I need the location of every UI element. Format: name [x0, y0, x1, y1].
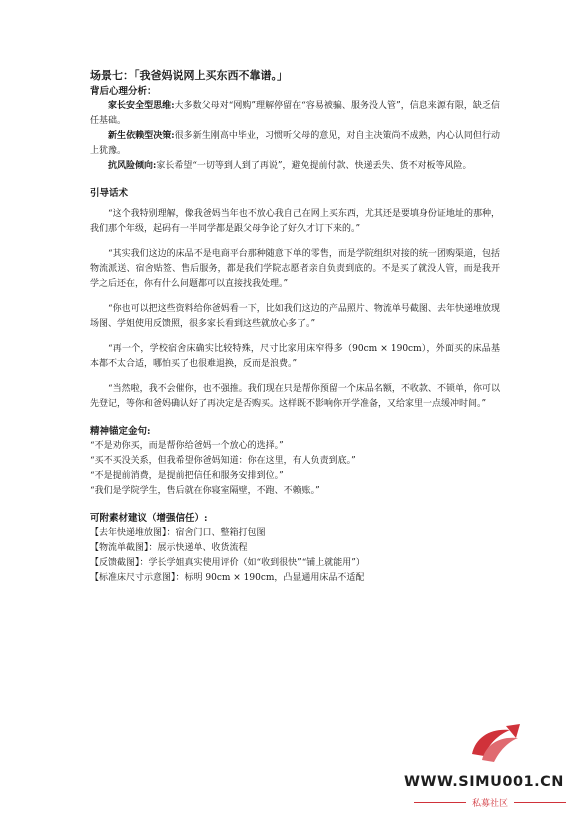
anchor-heading: 精神锚定金句: — [90, 426, 151, 437]
guide-heading: 引导话术 — [90, 188, 129, 199]
guide-para-5: “当然啦，我不会催你，也不强推。我们现在只是帮你预留一个床品名额，不收款、不锁单，你可以先登记，等你和爸妈确认好了再决定是否购买。这样既不影响你开学准备，又给家里一点缓冲时间。” — [90, 384, 500, 409]
guide-para-2: “其实我们这边的床品不是电商平台那种随意下单的零售，而是学院组织对接的统一团购渠道，包括物流派送、宿舍贴签、售后服务，都是我们学院志愿者亲自负责到底的。不是买了就没人管，而是我开学之后还在，你有什么问题都可以直接找我处理。” — [90, 249, 500, 289]
psych-item-2 — [90, 129, 500, 159]
materials-line-3: 【反馈截图】：学长学姐真实使用评价（如“收到很快”“铺上就能用”） — [90, 558, 365, 568]
psych-item-1 — [90, 99, 500, 129]
materials-line-1: 【去年快递堆放图】：宿舍门口、整箱打包图 — [90, 528, 266, 538]
psych-item-2-text: 很多新生刚高中毕业，习惯听父母的意见，对自主决策尚不成熟，内心认同但行动上犹豫。 — [90, 131, 500, 156]
guide-para-1: “这个我特别理解，像我爸妈当年也不放心我自己在网上买东西，尤其还是要填身份证地址的那种，我们那个年级，起码有一半同学都是跟父母争论了好久才订下来的。” — [90, 209, 500, 234]
psych-item-2-label: 新生依赖型决策: — [108, 131, 175, 141]
guide-para-4: “再一个，学校宿舍床确实比较特殊，尺寸比家用床窄得多（90cm × 190cm），外面买的床品基本都不太合适，哪怕买了也很难退换，反而是浪费。” — [90, 344, 500, 369]
scene-title: 场景七：「我爸妈说网上买东西不靠谱。」 — [90, 69, 288, 82]
psych-item-3-text: 家长希望“一切等到人到了再说”，避免提前付款、快递丢失、货不对板等风险。 — [156, 161, 472, 171]
anchor-line-3: “不是提前消费，是提前把信任和服务安排到位。” — [90, 471, 284, 481]
psych-item-1-label: 家长安全型思维: — [108, 101, 175, 111]
materials-line-2: 【物流单截图】：展示快递单、收货流程 — [90, 543, 248, 553]
materials-heading: 可附素材建议（增强信任）: — [90, 513, 208, 524]
materials-line-4: 【标准床尺寸示意图】：标明 90cm × 190cm，凸显通用床品不适配 — [90, 573, 365, 583]
anchor-line-1: “不是劝你买，而是帮你给爸妈一个放心的选择。” — [90, 441, 284, 451]
site-subtitle: 私募社区 — [471, 799, 508, 809]
psych-heading: 背后心理分析： — [90, 86, 157, 97]
document-body — [90, 68, 500, 586]
psych-item-3 — [90, 159, 500, 174]
psych-item-3-label: 抗风险倾向: — [108, 161, 157, 171]
anchor-line-4: “我们是学院学生，售后就在你寝室隔壁，不跑、不赖账。” — [90, 486, 320, 496]
psych-item-1-text: 大多数父母对“网购”理解停留在“容易被骗、服务没人管”，信息来源有限，缺乏信任基础。 — [90, 101, 500, 126]
anchor-line-2: “买不买没关系，但我希望你爸妈知道：你在这里，有人负责到底。” — [90, 456, 356, 466]
guide-para-3: “你也可以把这些资料给你爸妈看一下，比如我们这边的产品照片、物流单号截图、去年快递堆放现场图、学姐使用反馈照，很多家长看到这些就放心多了。” — [90, 304, 500, 329]
site-watermark — [404, 720, 576, 816]
site-url: WWW.SIMU001.CN — [404, 774, 564, 790]
simu-logo-icon — [466, 720, 524, 768]
